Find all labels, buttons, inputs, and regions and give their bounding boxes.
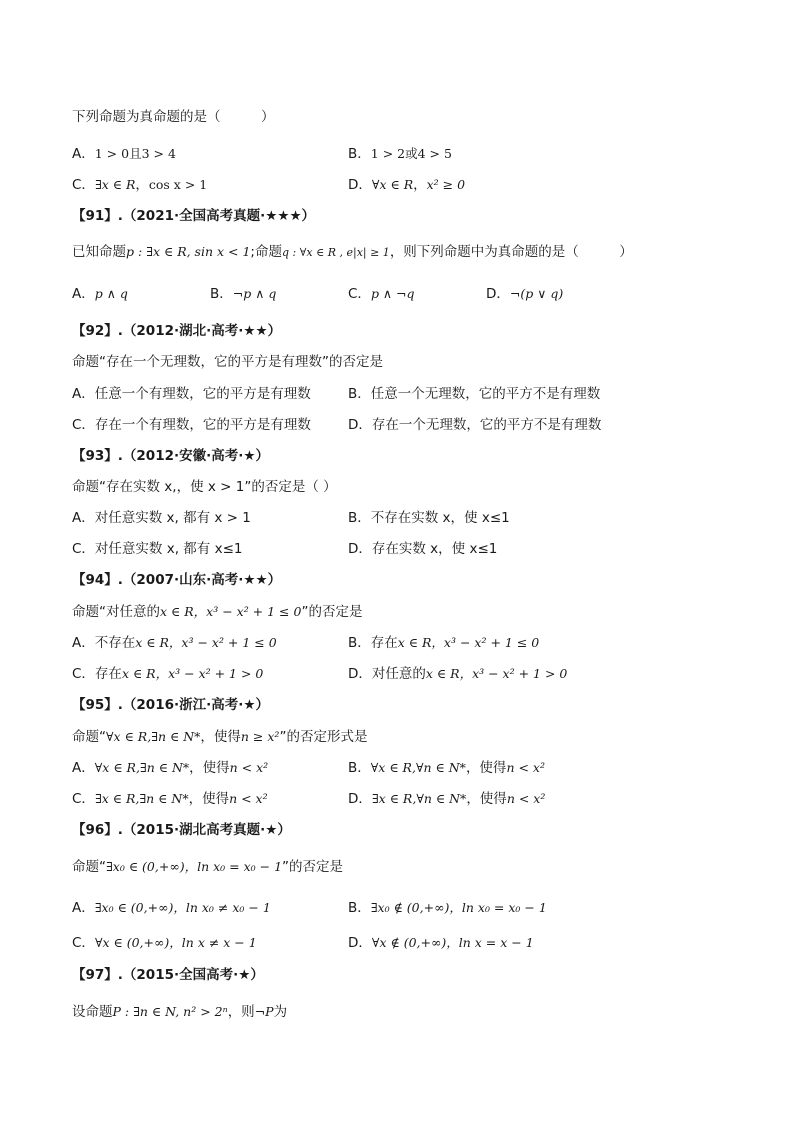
q90-option-c[interactable] bbox=[72, 176, 207, 194]
q95-b-math1: ∀x ∈ R,∀n ∈ N* bbox=[370, 760, 466, 775]
q90-b-expr: 1 > 2或4 > 5 bbox=[370, 146, 452, 161]
q97-header: 【97】.（2015·全国高考·★） bbox=[72, 967, 264, 983]
q90-option-a[interactable] bbox=[72, 145, 176, 163]
q93-option-d[interactable]: D．存在实数 x，使 x≤1 bbox=[348, 541, 498, 557]
q91-option-c[interactable] bbox=[348, 285, 415, 303]
q94-stem-math: x ∈ R，x³ − x² + 1 ≤ 0 bbox=[160, 604, 302, 619]
stem-text: 设命题 bbox=[72, 1004, 113, 1020]
q96-option-c[interactable] bbox=[72, 934, 257, 952]
q95-a-math1: ∀x ∈ R,∃n ∈ N* bbox=[94, 760, 190, 775]
q90-d-expr2: x² ≥ 0 bbox=[426, 177, 466, 192]
q95-option-b[interactable] bbox=[348, 759, 545, 777]
q96-option-a[interactable] bbox=[72, 899, 271, 917]
q92-option-a[interactable]: A．任意一个有理数，它的平方是有理数 bbox=[72, 386, 311, 402]
q96-option-d[interactable] bbox=[348, 934, 534, 952]
q93-option-c[interactable]: C．对任意实数 x, 都有 x≤1 bbox=[72, 541, 243, 557]
q95-d-math2: n < x² bbox=[506, 791, 546, 806]
option-label: A． bbox=[72, 760, 95, 776]
stem-text: 已知命题 bbox=[72, 244, 126, 260]
q95-option-d[interactable] bbox=[348, 790, 545, 808]
q90-c-expr1: ∃x ∈ R bbox=[94, 177, 136, 192]
q95-header: 【95】.（2016·浙江·高考·★） bbox=[72, 697, 269, 713]
q96-header: 【96】.（2015·湖北高考真题·★） bbox=[72, 822, 291, 838]
option-label: A．不存在 bbox=[72, 635, 136, 651]
option-label: D． bbox=[348, 791, 372, 807]
q92-option-b[interactable]: B．任意一个无理数，它的平方不是有理数 bbox=[348, 386, 601, 402]
q95-option-c[interactable] bbox=[72, 790, 268, 808]
separator: ， bbox=[413, 177, 427, 193]
q93-stem: 命题“存在实数 x,，使 x > 1”的否定是（ ） bbox=[72, 479, 337, 495]
option-text: ，使得 bbox=[188, 791, 230, 807]
q96-a-math: ∃x₀ ∈ (0,+∞)，ln x₀ ≠ x₀ − 1 bbox=[94, 900, 271, 915]
option-label: A． bbox=[72, 146, 95, 162]
q90-option-b[interactable] bbox=[348, 145, 452, 163]
stem-text: 命题“ bbox=[72, 729, 106, 745]
q94-option-c[interactable] bbox=[72, 665, 263, 683]
stem-text: 为 bbox=[273, 1004, 288, 1020]
stem-text: ;命题 bbox=[250, 244, 282, 260]
q94-option-d[interactable] bbox=[348, 665, 567, 683]
option-text: ，使得 bbox=[466, 791, 507, 807]
q90-d-expr1: ∀x ∈ R bbox=[371, 177, 414, 192]
q94-c-math: x ∈ R，x³ − x² + 1 > 0 bbox=[121, 666, 264, 681]
option-label: B． bbox=[210, 286, 233, 302]
q96-b-math: ∃x₀ ∉ (0,+∞)，ln x₀ = x₀ − 1 bbox=[370, 900, 547, 915]
stem-text: ”的否定是 bbox=[282, 859, 344, 875]
q91-b-expr: ¬p ∧ q bbox=[232, 286, 277, 301]
q91-a-expr: p ∧ q bbox=[94, 286, 128, 301]
q95-c-math2: n < x² bbox=[229, 791, 268, 806]
q92-header: 【92】.（2012·湖北·高考·★★） bbox=[72, 323, 282, 339]
option-label: D． bbox=[486, 286, 510, 302]
q91-d-expr: ¬(p ∨ q) bbox=[509, 286, 564, 301]
q91-header: 【91】.（2021·全国高考真题·★★★） bbox=[72, 208, 316, 224]
q95-option-a[interactable] bbox=[72, 759, 268, 777]
q90-a-expr: 1 > 0且3 > 4 bbox=[94, 146, 176, 161]
option-label: C． bbox=[72, 935, 95, 951]
q94-a-math: x ∈ R，x³ − x² + 1 ≤ 0 bbox=[135, 635, 277, 650]
q95-c-math1: ∃x ∈ R,∃n ∈ N* bbox=[94, 791, 189, 806]
option-label: C．存在 bbox=[72, 666, 122, 682]
option-label: C． bbox=[348, 286, 371, 302]
q94-d-math: x ∈ R，x³ − x² + 1 > 0 bbox=[425, 666, 568, 681]
stem-text: 命题“ bbox=[72, 859, 106, 875]
q91-p-def: p : ∃x ∈ R, sin x < 1 bbox=[126, 244, 251, 259]
q94-option-b[interactable] bbox=[348, 634, 539, 652]
q94-b-math: x ∈ R，x³ − x² + 1 ≤ 0 bbox=[397, 635, 540, 650]
option-label: B． bbox=[348, 146, 371, 162]
option-label: D． bbox=[348, 177, 372, 193]
option-label: B． bbox=[348, 760, 371, 776]
q93-option-b[interactable]: B．不存在实数 x，使 x≤1 bbox=[348, 510, 510, 526]
q97-stem bbox=[72, 1003, 287, 1021]
option-label: A． bbox=[72, 900, 95, 916]
q93-header: 【93】.（2012·安徽·高考·★） bbox=[72, 448, 269, 464]
stem-text: ，则下列命题中为真命题的是（ ） bbox=[389, 244, 633, 260]
option-label: D．对任意的 bbox=[348, 666, 426, 682]
q94-stem bbox=[72, 603, 362, 621]
option-label: A． bbox=[72, 286, 95, 302]
q92-stem: 命题“存在一个无理数，它的平方是有理数”的否定是 bbox=[72, 354, 383, 370]
q94-header: 【94】.（2007·山东·高考·★★） bbox=[72, 572, 282, 588]
q90-option-d[interactable] bbox=[348, 176, 465, 194]
q91-q-def: q : ∀x ∈ R , e|x| ≥ 1 bbox=[281, 246, 390, 259]
q96-stem-math: ∃x₀ ∈ (0,+∞)，ln x₀ = x₀ − 1 bbox=[106, 859, 283, 874]
stem-text: ”的否定形式是 bbox=[279, 729, 368, 745]
q97-stem-math: P : ∃n ∈ N, n² > 2ⁿ bbox=[112, 1004, 228, 1019]
q95-stem bbox=[72, 728, 367, 746]
option-text: ，使得 bbox=[189, 760, 230, 776]
q96-stem bbox=[72, 858, 343, 876]
q90-c-expr2: cos x > 1 bbox=[148, 177, 208, 192]
option-label: B．存在 bbox=[348, 635, 398, 651]
q91-c-expr: p ∧ ¬q bbox=[370, 286, 415, 301]
stem-text: ，则 bbox=[227, 1004, 255, 1020]
q91-option-b[interactable] bbox=[210, 285, 276, 303]
q95-b-math2: n < x² bbox=[506, 760, 545, 775]
stem-text: ”的否定是 bbox=[301, 604, 363, 620]
q97-stem-math2: ¬P bbox=[254, 1004, 274, 1019]
option-text: ，使得 bbox=[465, 760, 507, 776]
q91-option-a[interactable] bbox=[72, 285, 128, 303]
option-label: B． bbox=[348, 900, 371, 916]
q91-stem bbox=[72, 243, 633, 262]
option-label: C． bbox=[72, 791, 95, 807]
q92-option-d[interactable]: D．存在一个无理数，它的平方不是有理数 bbox=[348, 417, 602, 433]
q95-stem-math2: n ≥ x² bbox=[240, 729, 280, 744]
q93-option-a[interactable]: A．对任意实数 x, 都有 x > 1 bbox=[72, 510, 251, 526]
q92-option-c[interactable]: C．存在一个有理数，它的平方是有理数 bbox=[72, 417, 311, 433]
q96-c-math: ∀x ∈ (0,+∞)，ln x ≠ x − 1 bbox=[94, 935, 257, 950]
q96-d-math: ∀x ∉ (0,+∞)，ln x = x − 1 bbox=[371, 935, 534, 950]
option-label: C． bbox=[72, 177, 95, 193]
q95-stem-math1: ∀x ∈ R,∃n ∈ N* bbox=[106, 729, 201, 744]
q91-option-d[interactable] bbox=[486, 285, 563, 303]
q94-option-a[interactable] bbox=[72, 634, 277, 652]
separator: ， bbox=[135, 177, 149, 193]
q96-option-b[interactable] bbox=[348, 899, 547, 917]
q95-a-math2: n < x² bbox=[229, 760, 269, 775]
option-label: D． bbox=[348, 935, 372, 951]
q90-stem: 下列命题为真命题的是（ ） bbox=[72, 109, 275, 125]
stem-text: ，使得 bbox=[200, 729, 241, 745]
q95-d-math1: ∃x ∈ R,∀n ∈ N* bbox=[371, 791, 467, 806]
stem-text: 命题“对任意的 bbox=[72, 604, 160, 620]
